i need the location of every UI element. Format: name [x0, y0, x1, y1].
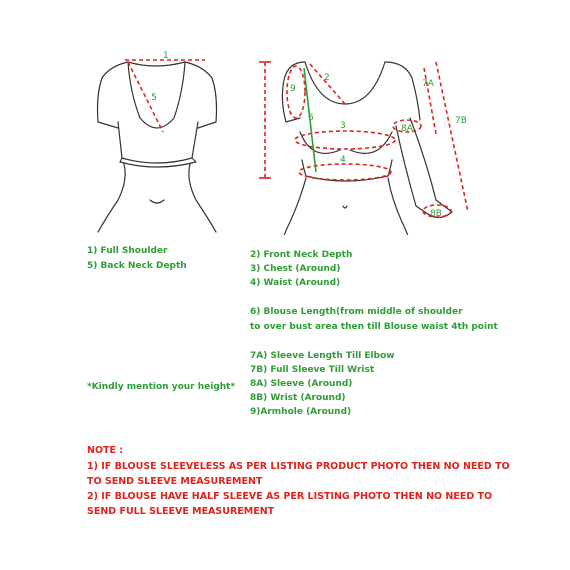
marker-4: 4 — [340, 155, 346, 165]
marker-7B: 7B — [455, 116, 467, 126]
legend-front-neck-depth: 2) Front Neck Depth — [250, 250, 353, 260]
legend-full-sleeve: 7B) Full Sleeve Till Wrist — [250, 365, 375, 375]
legend-full-shoulder: 1) Full Shoulder — [87, 246, 168, 256]
marker-1: 1 — [163, 51, 169, 61]
legend-wrist: 8B) Wrist (Around) — [250, 393, 346, 403]
legend-armhole: 9)Armhole (Around) — [250, 407, 352, 417]
marker-6: 6 — [308, 113, 314, 123]
note-line-3: 2) IF BLOUSE HAVE HALF SLEEVE AS PER LISTING PHOTO THEN NO NEED TO — [87, 491, 493, 502]
legend-back-neck-depth: 5) Back Neck Depth — [87, 261, 187, 271]
legend-chest: 3) Chest (Around) — [250, 264, 341, 274]
marker-5: 5 — [151, 93, 157, 103]
back-view-measures — [125, 60, 205, 132]
legend-blouse-length-cont: to over bust area then till Blouse waist 4th point — [250, 322, 498, 332]
marker-8A: 8A — [401, 124, 413, 134]
marker-8B: 8B — [430, 209, 442, 219]
chest-ellipse — [295, 131, 395, 149]
measurement-diagram — [0, 0, 570, 235]
legend-waist: 4) Waist (Around) — [250, 278, 341, 288]
legend-sleeve-elbow: 7A) Sleeve Length Till Elbow — [250, 351, 395, 361]
marker-3: 3 — [340, 121, 346, 131]
height-note: *Kindly mention your height* — [87, 382, 236, 392]
marker-2: 2 — [324, 73, 330, 83]
full-sleeve-line — [436, 62, 468, 212]
back-view-figure — [98, 62, 217, 232]
legend-blouse-length: 6) Blouse Length(from middle of shoulder — [250, 307, 463, 317]
note-line-4: SEND FULL SLEEVE MEASUREMENT — [87, 506, 275, 517]
note-title: NOTE : — [87, 445, 124, 456]
sleeve-elbow-line — [424, 68, 436, 134]
marker-7A: 7A — [422, 79, 434, 89]
note-line-1: 1) IF BLOUSE SLEEVELESS AS PER LISTING PRODUCT PHOTO THEN NO NEED TO — [87, 461, 510, 472]
note-line-2: TO SEND SLEEVE MEASUREMENT — [87, 476, 263, 487]
waist-ellipse — [299, 164, 391, 180]
marker-9: 9 — [290, 84, 296, 94]
legend-sleeve-around: 8A) Sleeve (Around) — [250, 379, 353, 389]
